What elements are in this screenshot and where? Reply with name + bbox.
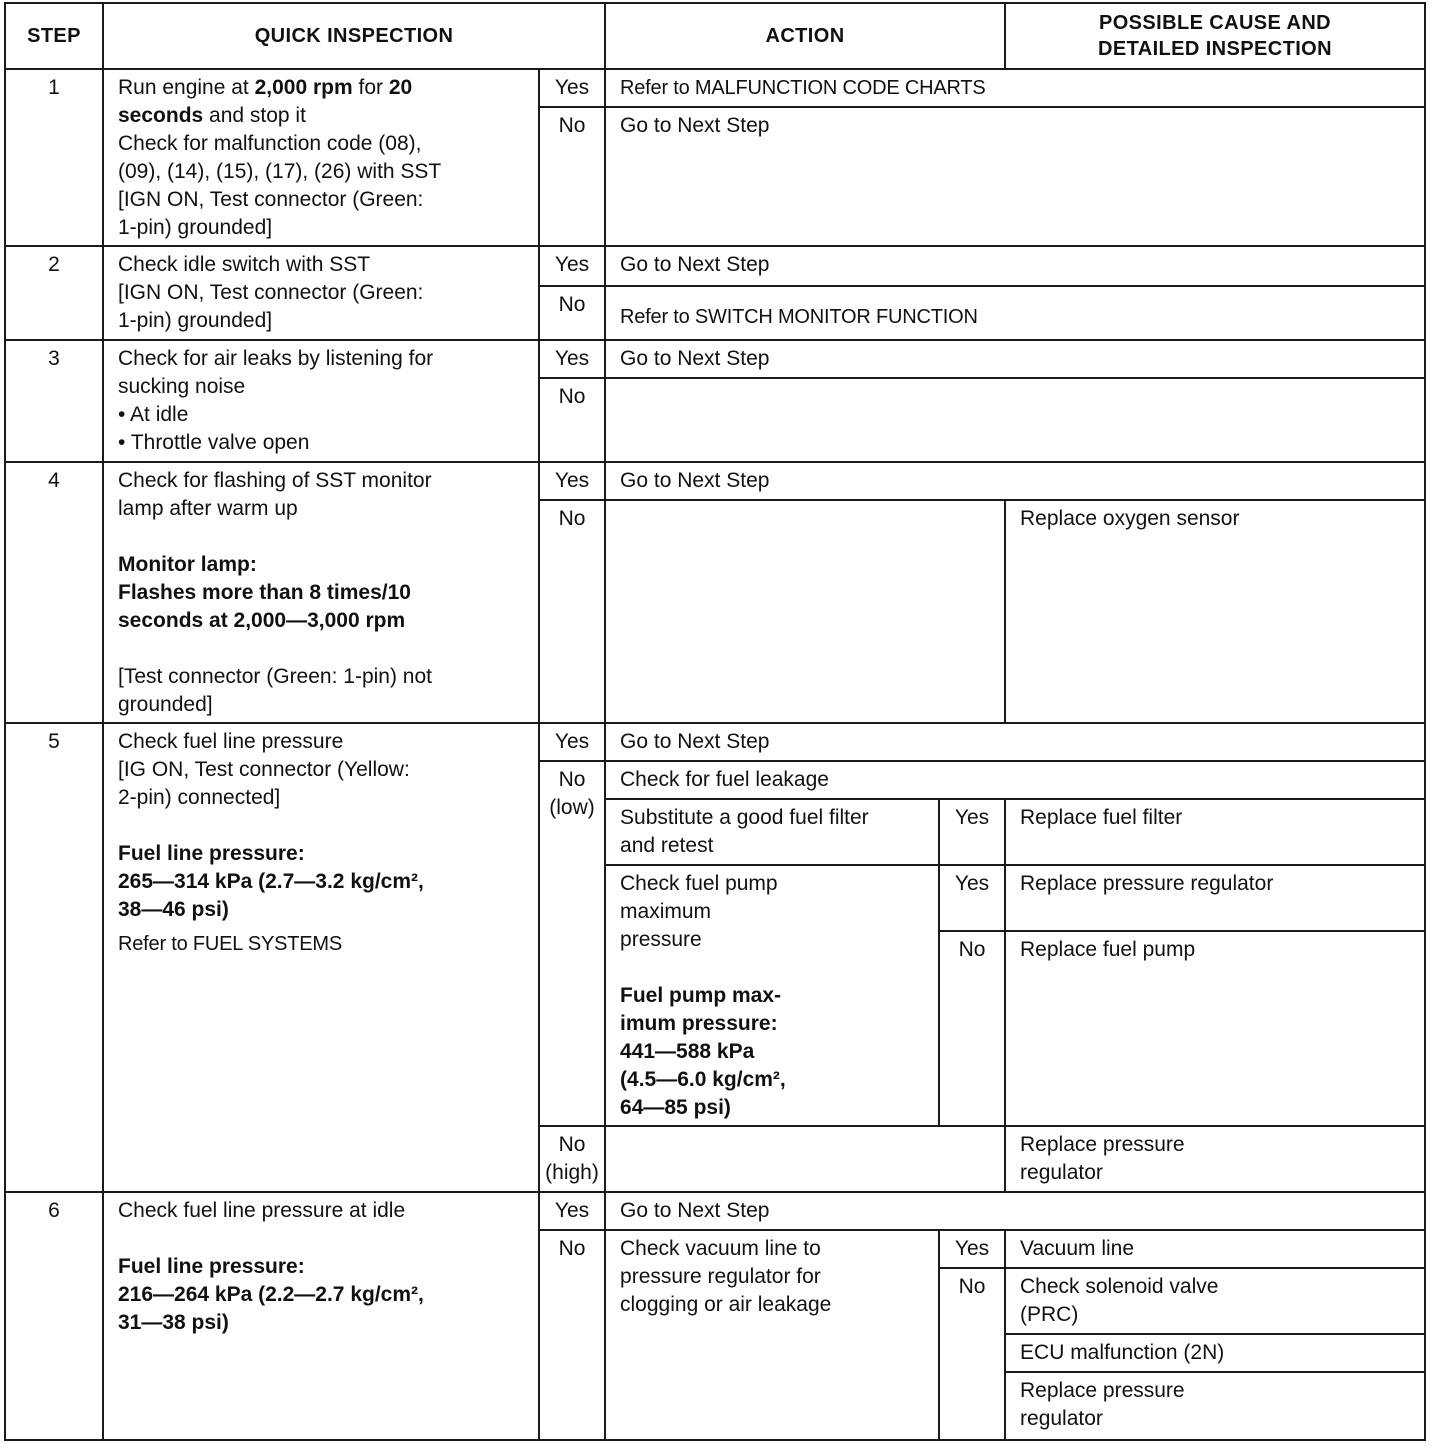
- step3-inspection: [103, 340, 539, 462]
- step5-pump-yes-cause: Replace pressure regulator: [1005, 865, 1425, 931]
- step5-filter-check: [605, 799, 939, 865]
- step5-pump-spec5: 64—85 psi): [620, 1096, 731, 1119]
- step5-yes-action: Go to Next Step: [605, 723, 1425, 761]
- step2-line3: 1-pin) grounded]: [118, 309, 273, 332]
- step6-vacuum-no-cause2: ECU malfunction (2N): [1005, 1334, 1425, 1372]
- step4-spec-line2: seconds at 2,000—3,000 rpm: [118, 609, 406, 632]
- step1-line3: (09), (14), (15), (17), (26) with SST: [118, 160, 442, 183]
- step2-inspection: [103, 246, 539, 340]
- step5-no-high-label: [539, 1126, 605, 1192]
- step1-number: 1: [5, 69, 103, 246]
- step1-yes-action: Refer to MALFUNCTION CODE CHARTS: [605, 69, 1425, 107]
- step4-no-cause: Replace oxygen sensor: [1005, 500, 1425, 723]
- step6-vacuum-no-cause3: [1005, 1372, 1425, 1440]
- diagnosis-table: [4, 2, 1426, 1441]
- step6-cause3-line2: regulator: [1020, 1407, 1103, 1430]
- step1-text: Run engine at: [118, 76, 255, 99]
- step3-line2: sucking noise: [118, 375, 246, 398]
- step2-yes-row: [5, 246, 1425, 286]
- step5-pump-spec3: 441—588 kPa: [620, 1040, 755, 1063]
- step5-high-cause-line1: Replace pressure: [1020, 1133, 1185, 1156]
- step4-yes-action: Go to Next Step: [605, 462, 1425, 500]
- step5-no-high-high: (high): [545, 1161, 599, 1184]
- step5-filter-line2: and retest: [620, 834, 714, 857]
- step3-line1: Check for air leaks by listening for: [118, 347, 434, 370]
- step5-pump-spec1: Fuel pump max-: [620, 984, 782, 1007]
- step1-inspection: [103, 69, 539, 246]
- step6-vacuum-yes-label: Yes: [939, 1230, 1005, 1268]
- step5-spec-line2: 38—46 psi): [118, 898, 229, 921]
- step4-spec-title: Monitor lamp:: [118, 553, 257, 576]
- step6-spec-line1: 216—264 kPa (2.2—2.7 kg/cm²,: [118, 1283, 424, 1306]
- step6-inspection: [103, 1192, 539, 1440]
- step1-no-action: Go to Next Step: [605, 107, 1425, 246]
- step5-pump-line1: Check fuel pump: [620, 872, 778, 895]
- step3-number: 3: [5, 340, 103, 462]
- step5-line3: 2-pin) connected]: [118, 786, 281, 809]
- step6-number: 6: [5, 1192, 103, 1440]
- step2-line1: Check idle switch with SST: [118, 253, 371, 276]
- step6-cause1-line1: Check solenoid valve: [1020, 1275, 1219, 1298]
- step3-yes-row: [5, 340, 1425, 378]
- header-row: [5, 3, 1425, 69]
- step5-reference: Refer to FUEL SYSTEMS: [118, 933, 343, 955]
- step6-cause1-line2: (PRC): [1020, 1303, 1079, 1326]
- step4-line2: lamp after warm up: [118, 497, 298, 520]
- step5-pump-no-cause: Replace fuel pump: [1005, 931, 1425, 1126]
- step4-yes-row: [5, 462, 1425, 500]
- header-possible-cause-line1: POSSIBLE CAUSE AND: [1098, 12, 1332, 34]
- step6-yes-label: Yes: [539, 1192, 605, 1230]
- step5-no-high-cause: [1005, 1126, 1425, 1192]
- step3-yes-action: Go to Next Step: [605, 340, 1425, 378]
- step5-filter-yes-label: Yes: [939, 799, 1005, 865]
- step5-no-low-label: [539, 761, 605, 1126]
- step2-yes-action: Go to Next Step: [605, 246, 1425, 286]
- step2-no-label: No: [539, 286, 605, 340]
- step4-spec-line1: Flashes more than 8 times/10: [118, 581, 411, 604]
- step4-no-label: No: [539, 500, 605, 723]
- step5-yes-row: [5, 723, 1425, 761]
- step5-filter-line1: Substitute a good fuel filter: [620, 806, 869, 829]
- step4-inspection: [103, 462, 539, 723]
- step6-vacuum-no-cause1: [1005, 1268, 1425, 1334]
- step6-vacuum-line1: Check vacuum line to: [620, 1237, 821, 1260]
- step1-seconds-num: 20: [388, 76, 413, 99]
- step5-no-low-low: (low): [549, 796, 595, 819]
- step2-number: 2: [5, 246, 103, 340]
- header-quick-inspection: QUICK INSPECTION: [103, 3, 605, 69]
- step1-stop: and stop it: [203, 104, 306, 127]
- step6-vacuum-no-label: No: [939, 1268, 1005, 1440]
- step6-yes-action: Go to Next Step: [605, 1192, 1425, 1230]
- step2-yes-label: Yes: [539, 246, 605, 286]
- step5-spec-title: Fuel line pressure:: [118, 842, 305, 865]
- step1-yes-label: Yes: [539, 69, 605, 107]
- header-possible-cause: [1005, 3, 1425, 69]
- step3-no-label: No: [539, 378, 605, 462]
- step5-no-high-no: No: [558, 1133, 586, 1156]
- step5-pump-spec4: (4.5—6.0 kg/cm²,: [620, 1068, 786, 1091]
- step5-no-low-action: Check for fuel leakage: [605, 761, 1425, 799]
- step4-line3: [Test connector (Green: 1-pin) not: [118, 665, 432, 688]
- step3-no-action: [605, 378, 1425, 462]
- step5-pump-check: [605, 865, 939, 1126]
- step2-line2: [IGN ON, Test connector (Green:: [118, 281, 424, 304]
- step5-pump-line3: pressure: [620, 928, 702, 951]
- step5-filter-cause: Replace fuel filter: [1005, 799, 1425, 865]
- step6-cause3-line1: Replace pressure: [1020, 1379, 1185, 1402]
- header-action: ACTION: [605, 3, 1005, 69]
- step6-vacuum-yes-cause: Vacuum line: [1005, 1230, 1425, 1268]
- step5-number: 5: [5, 723, 103, 1192]
- step3-bullet1: • At idle: [118, 403, 189, 426]
- step1-line5: 1-pin) grounded]: [118, 216, 273, 239]
- step5-line2: [IG ON, Test connector (Yellow:: [118, 758, 410, 781]
- step3-bullet2: • Throttle valve open: [118, 431, 310, 454]
- step5-line1: Check fuel line pressure: [118, 730, 344, 753]
- step6-vacuum-line3: clogging or air leakage: [620, 1293, 832, 1316]
- step2-no-action: Refer to SWITCH MONITOR FUNCTION: [605, 286, 1425, 340]
- step4-line1: Check for flashing of SST monitor: [118, 469, 432, 492]
- step1-line2: Check for malfunction code (08),: [118, 132, 422, 155]
- step6-spec-title: Fuel line pressure:: [118, 1255, 305, 1278]
- step4-yes-label: Yes: [539, 462, 605, 500]
- step6-line1: Check fuel line pressure at idle: [118, 1199, 406, 1222]
- step4-line4: grounded]: [118, 693, 213, 716]
- diagnosis-table-page: [4, 2, 1426, 1441]
- step5-high-cause-line2: regulator: [1020, 1161, 1103, 1184]
- step1-rpm: 2,000 rpm: [254, 76, 353, 99]
- step5-inspection: [103, 723, 539, 1192]
- step1-line4: [IGN ON, Test connector (Green:: [118, 188, 424, 211]
- header-step: STEP: [5, 3, 103, 69]
- step6-no-label: No: [539, 1230, 605, 1440]
- step5-pump-yes-label: Yes: [939, 865, 1005, 931]
- step5-no-low-no: No: [558, 768, 586, 791]
- header-possible-cause-line2: DETAILED INSPECTION: [1098, 38, 1332, 60]
- step5-spec-line1: 265—314 kPa (2.7—3.2 kg/cm²,: [118, 870, 424, 893]
- step1-seconds: seconds: [118, 104, 204, 127]
- step5-no-high-action: [605, 1126, 1005, 1192]
- step4-no-action: [605, 500, 1005, 723]
- step5-yes-label: Yes: [539, 723, 605, 761]
- step6-vacuum-line2: pressure regulator for: [620, 1265, 821, 1288]
- step1-no-label: No: [539, 107, 605, 246]
- step5-pump-line2: maximum: [620, 900, 712, 923]
- step6-vacuum-check: [605, 1230, 939, 1440]
- step6-yes-row: [5, 1192, 1425, 1230]
- step4-number: 4: [5, 462, 103, 723]
- step6-spec-line2: 31—38 psi): [118, 1311, 229, 1334]
- step5-pump-spec2: imum pressure:: [620, 1012, 778, 1035]
- step3-yes-label: Yes: [539, 340, 605, 378]
- step5-pump-no-label: No: [939, 931, 1005, 1126]
- step1-yes-row: [5, 69, 1425, 107]
- step1-text-for: for: [352, 76, 389, 99]
